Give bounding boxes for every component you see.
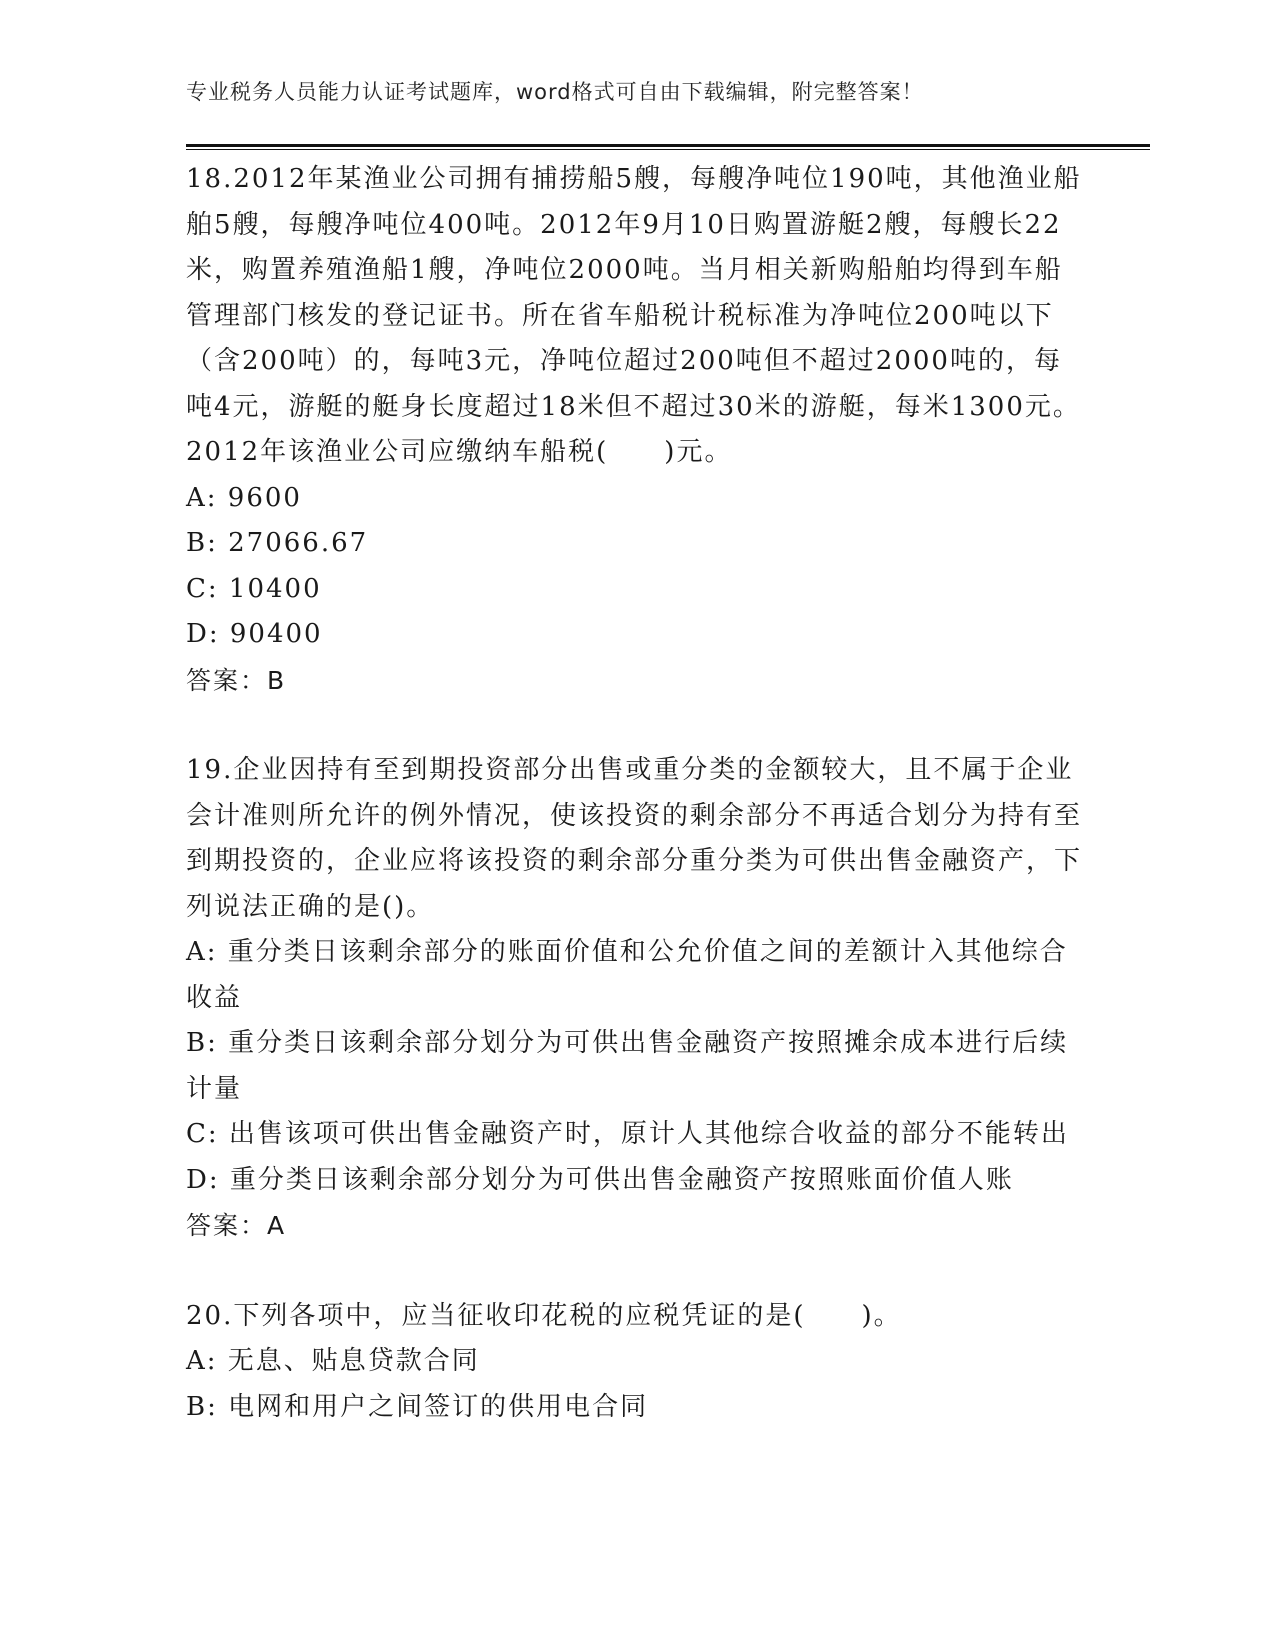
option-list xyxy=(186,1339,1086,1430)
option-c: C: 出售该项可供出售金融资产时，原计人其他综合收益的部分不能转出 xyxy=(186,1119,1069,1149)
question-18 xyxy=(186,157,1086,703)
header-rule-thick xyxy=(186,144,1150,147)
option-a: A: 重分类日该剩余部分的账面价值和公允价值之间的差额计入其他综合收益 xyxy=(186,937,1068,1013)
option-b: B: 电网和用户之间签订的供用电合同 xyxy=(186,1391,649,1422)
question-19 xyxy=(186,748,1086,1249)
spacer xyxy=(186,1249,1086,1294)
option-a: A: 无息、贴息贷款合同 xyxy=(186,1346,480,1376)
question-20 xyxy=(186,1294,1086,1431)
option-a: A: 9600 xyxy=(186,482,302,513)
option-list xyxy=(186,930,1086,1203)
spacer xyxy=(186,703,1086,748)
answer-label: 答案：B xyxy=(186,665,287,695)
option-b: B: 27066.67 xyxy=(186,528,369,558)
option-d: D: 重分类日该剩余部分划分为可供出售金融资产按照账面价值人账 xyxy=(186,1164,1014,1195)
document-body xyxy=(186,157,1086,1430)
option-c: C: 10400 xyxy=(186,573,322,604)
question-text: 20.下列各项中，应当征收印花税的应税凭证的是( )。 xyxy=(186,1300,902,1331)
option-list xyxy=(186,476,1086,658)
option-b: B: 重分类日该剩余部分划分为可供出售金融资产按照摊余成本进行后续计量 xyxy=(186,1028,1069,1104)
answer-label: 答案：A xyxy=(186,1211,287,1240)
question-text: 19.企业因持有至到期投资部分出售或重分类的金额较大，且不属于企业会计准则所允许的例外情况，使该投资的剩余部分不再适合划分为持有至到期投资的，企业应将该投资的剩余部分重分类为可供出售金融资产，下列说法正确的是()。 xyxy=(186,755,1083,922)
page-header: 专业税务人员能力认证考试题库，word格式可自由下载编辑，附完整答案！ xyxy=(186,80,924,104)
option-d: D: 90400 xyxy=(186,619,323,649)
header-rule-thin xyxy=(186,149,1150,150)
question-text: 18.2012年某渔业公司拥有捕捞船5艘，每艘净吨位190吨，其他渔业船舶5艘，每艘净吨位400吨。2012年9月10日购置游艇2艘，每艘长22米，购置养殖渔船1艘，净吨位2000吨。当月相关新购船舶均得到车船管理部门核发的登记证书。所在省车船税计税标准为净吨位200吨以下（含200吨）的，每吨3元，净吨位超过200吨但不超过2000吨的，每吨4元，游艇的艇身长度超过18米但不超过30米的游艇，每米1300元。2012年该渔业公司应缴纳车船税( )元。 xyxy=(186,164,1082,467)
